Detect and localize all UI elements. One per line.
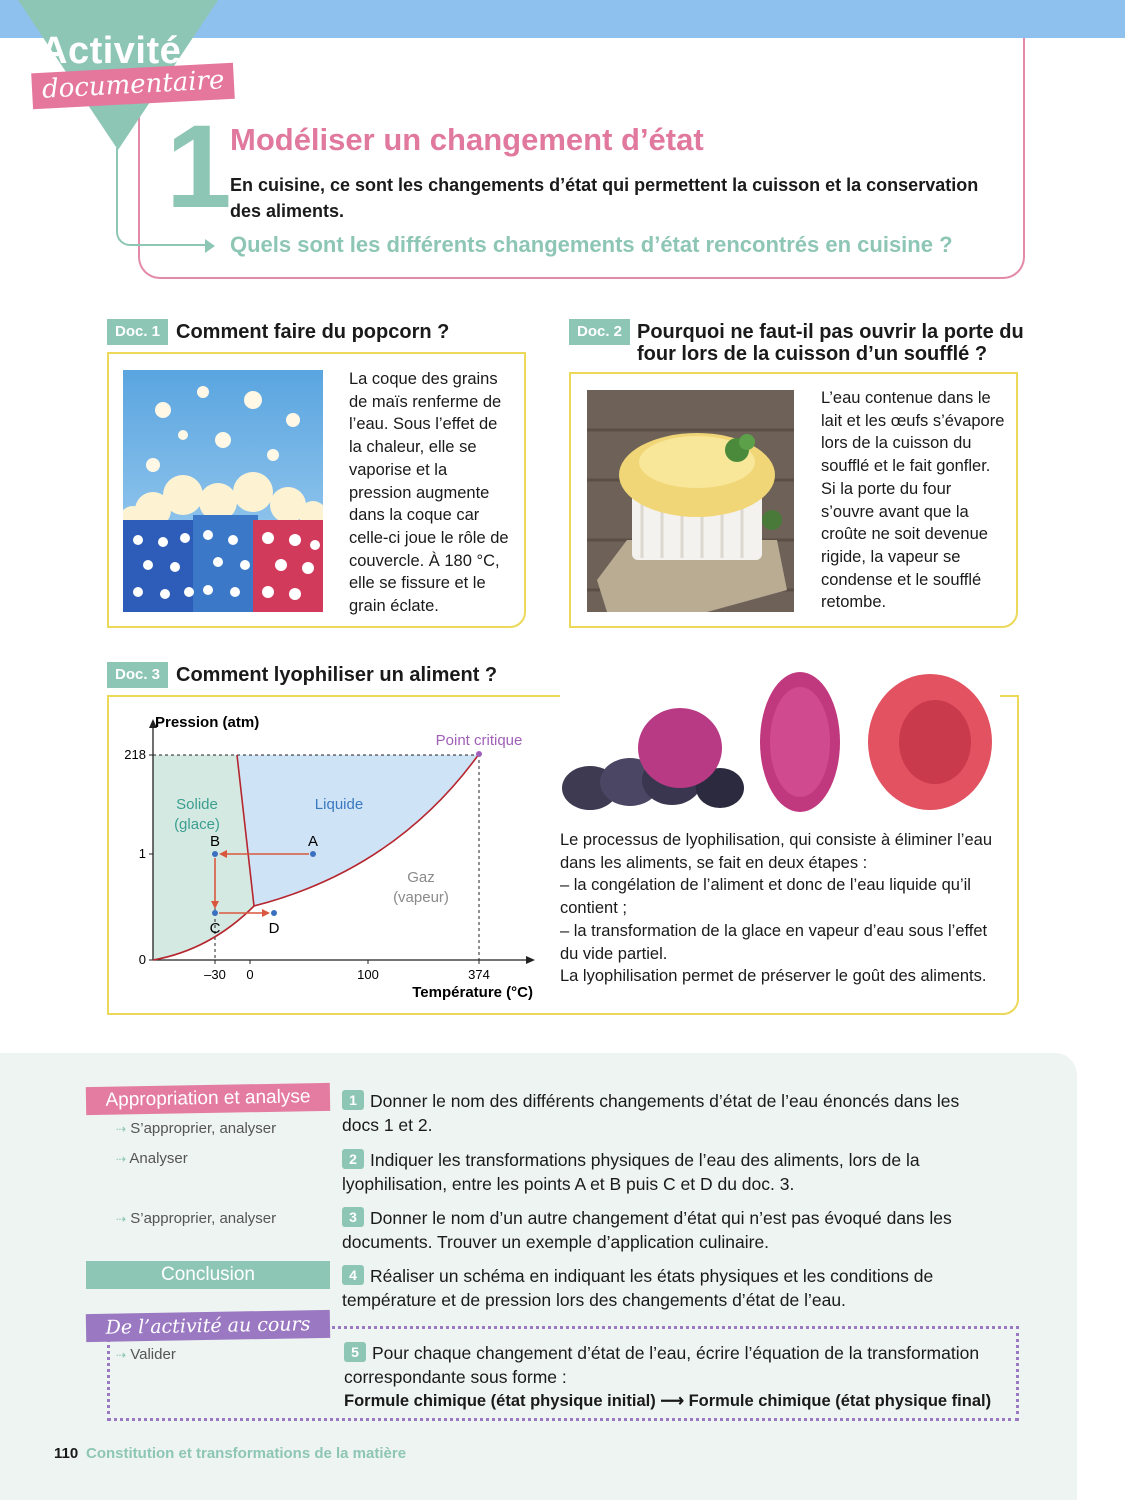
page-number: 110 — [54, 1445, 79, 1462]
question-1: 1 Donner le nom des différents changements d’état de l’eau énoncés dans les docs 1 et 2. — [342, 1091, 960, 1135]
skill-label: ⇢ Valider — [116, 1346, 176, 1363]
point-marker — [212, 910, 218, 916]
point-label: D — [268, 920, 280, 937]
doc2-tag: Doc. 2 — [569, 319, 630, 345]
phase-diagram — [115, 705, 545, 1005]
region-label: Liquide — [314, 796, 364, 813]
question-5: 5 Pour chaque changement d’état de l’eau, écrire l’équation de la transformation correspondante sous forme : Formule chimique (état physique initial) ⟶ Formule chimique (état physique final) — [344, 1341, 1014, 1413]
doc3-title: Comment lyophiliser un aliment ? — [176, 664, 498, 686]
doc1-tag: Doc. 1 — [107, 319, 168, 345]
popcorn-image — [123, 370, 323, 612]
activity-number: 1 — [166, 101, 232, 233]
doc3-text-line: La lyophilisation permet de préserver le goût des aliments. — [560, 967, 987, 986]
question-2: 2 Indiquer les transformations physiques de l’eau des aliments, lors de la lyophilisation, entre les points A et B puis C et D du doc. 3. — [342, 1150, 920, 1194]
cours-dotted-top — [332, 1326, 1019, 1329]
question-3: 3 Donner le nom d’un autre changement d’état qui n’est pas évoqué dans les documents. Trouver un exemple d’application culinaire. — [342, 1208, 952, 1252]
region-solid — [153, 755, 254, 960]
arrow-head-icon — [262, 909, 270, 917]
x-tick-label: 374 — [468, 967, 490, 982]
skill-label: ⇢ S’approprier, analyser — [116, 1120, 277, 1137]
critical-point-marker — [476, 751, 482, 757]
souffle-image — [587, 390, 794, 612]
doc3-tag: Doc. 3 — [107, 662, 168, 688]
point-label: C — [209, 920, 221, 937]
region-liquid — [237, 754, 479, 906]
x-tick-label: 0 — [246, 967, 254, 982]
y-axis-label: Pression (atm) — [155, 714, 260, 731]
region-label: (glace) — [174, 816, 220, 833]
skill-label: ⇢ Analyser — [116, 1150, 188, 1167]
page-title: Modéliser un changement d’état — [230, 122, 704, 157]
point-marker — [271, 910, 277, 916]
x-axis-label: Température (°C) — [412, 984, 533, 1001]
doc3-text-line: – la congélation de l’aliment et donc de l’eau liquide qu’il contient ; — [560, 876, 971, 918]
question-4: 4 Réaliser un schéma en indiquant les états physiques et les conditions de température et de pression lors des changements d’état de l’eau. — [342, 1266, 934, 1310]
critical-point-label: Point critique — [435, 732, 523, 749]
section-conclusion: Conclusion — [86, 1261, 330, 1289]
x-tick-label: 100 — [357, 967, 379, 982]
skill-label: ⇢ S’approprier, analyser — [116, 1210, 277, 1227]
point-label: B — [209, 833, 221, 850]
x-tick-label: –30 — [204, 967, 226, 982]
doc3-text — [560, 829, 1010, 988]
x-axis-arrow-icon — [526, 956, 535, 964]
doc2-title: Pourquoi ne faut-il pas ouvrir la porte du four lors de la cuisson d’un soufflé ? — [637, 321, 1024, 365]
section-appropriation: Appropriation et analyse — [86, 1083, 330, 1115]
point-marker — [310, 851, 316, 857]
doc2-text: L’eau contenue dans le lait et les œufs s’évapore lors de la cuisson du soufflé et le fait gonfler. Si la porte du four s’ouvre avant que la croûte ne soit devenue rigide, la vapeur se condense et le soufflé retombe. — [821, 389, 1005, 612]
y-tick-label: 0 — [138, 952, 146, 967]
point-marker — [212, 851, 218, 857]
doc1-title: Comment faire du popcorn ? — [176, 321, 450, 343]
doc1-text: La coque des grains de maïs renferme de l’eau. Sous l’effet de la chaleur, elle se vaporise et la pression augmente dans la coque car celle-ci joue le rôle de couvercle. À 180 °C, elle se fissure et le grain éclate. — [349, 370, 509, 616]
y-tick-label: 1 — [138, 846, 146, 861]
y-tick-label: 218 — [124, 747, 146, 762]
point-label: A — [307, 833, 319, 850]
section-cours: De l’activité au cours — [86, 1310, 330, 1342]
freeze-dried-fruit-image — [560, 670, 1000, 815]
formula-line: Formule chimique (état physique initial) ⟶ Formule chimique (état physique final) — [344, 1392, 992, 1410]
activity-label: Activité — [40, 30, 182, 72]
doc3-text-line: – la transformation de la glace en vapeur d’eau sous l’effet du vide partiel. — [560, 921, 988, 963]
activity-type: documentaire — [31, 63, 235, 110]
arrow-right-icon — [205, 239, 215, 253]
chapter-title: Constitution et transformations de la matière — [86, 1445, 407, 1462]
region-label: Solide — [176, 796, 218, 813]
doc3-text-line: Le processus de lyophilisation, qui consiste à éliminer l’eau dans les aliments, se fait en deux étapes : — [560, 831, 992, 872]
region-label: Gaz — [407, 869, 435, 886]
region-label: (vapeur) — [393, 889, 449, 906]
main-question: Quels sont les différents changements d’état rencontrés en cuisine ? — [230, 232, 953, 257]
intro-text: En cuisine, ce sont les changements d’état qui permettent la cuisson et la conservation des aliments. — [230, 175, 979, 221]
